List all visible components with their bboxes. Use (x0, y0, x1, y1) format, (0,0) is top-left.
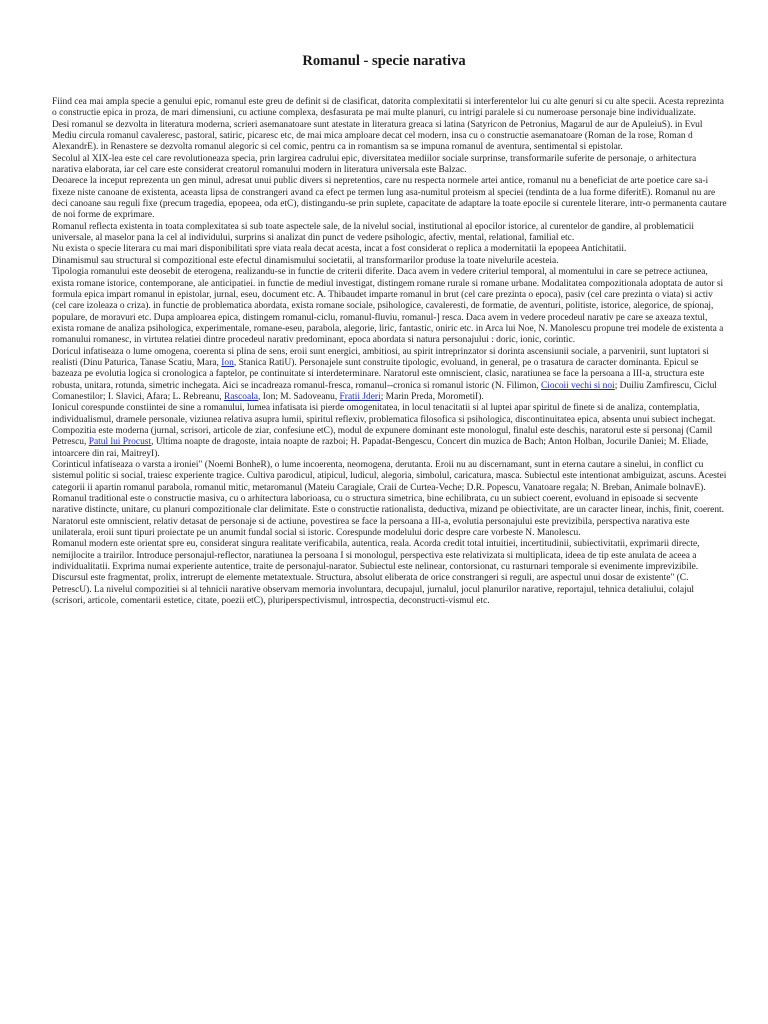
text-run: Fiind cea mai ampla specie a genului epic, romanul este greu de definit si de clasificat, datorita complexitatii si interferentelor lui cu alte genuri si cu alte specii. Acesta reprezinta o constructie epica in proza, de mari dimensiuni, cu actiune complexa, desfasurata pe mai multe planuri, cu intrigi paralele si cu numeroase personaje bine individualizate. (52, 97, 724, 119)
paragraph (52, 176, 728, 221)
inline-link[interactable]: Ion (221, 357, 234, 368)
text-run: , Ultima noapte de dragoste, intaia noapte de razboi; H. Papadat-Bengescu, Concert din muzica de Bach; Anton Holban, Jocurile Daniei; M. Eliade, intoarcere din rai, MaitreyI). (52, 437, 709, 459)
inline-link[interactable]: Patul lui Procust (88, 437, 152, 448)
paragraph (52, 222, 728, 245)
text-run: Corinticul infatiseaza o varsta a ironiei" (Noemi BonheR), o lume incoerenta, neomogena, derutanta. Eroii nu au discernamant, sunt in eterna cautare a sinelui, in conflict cu sistemul politic si social, traiesc experiente tragice. Cultiva parodicul, atipicul, ludicul, alegoria, simbolul, caricatura, masca. Subiectul este intentionat ambiguizat, ascuns. Acestei categorii ii apartin romanul parabola, romanul mitic, metaromanul (Mateiu Caragiale, Craii de Curtea-Veche; D.R. Popescu, Vanatoare regala; N. Breban, Animale bolnavE). (52, 460, 727, 493)
text-run: , Ion; M. Sadoveanu, (258, 391, 340, 402)
text-run: Deoarece la inceput reprezenta un gen minul, adresat unui public divers si nepretentios, care nu respecta normele artei antice, romanul nu a beneficiat de arte poetice care sa-i fixeze niste canoane de existenta, aceasta lipsa de constrangeri avand ca efect pe termen lung asa-numitul proteism al speciei (tendinta de a lua forme diferitE). Romanul nu are deci canoane sau reguli fixe (precum tragedia, epopeea, oda etC), distingandu-se prin suplete, capacitate de adaptare la toate epocile si curentele literare, intr-o permanenta cautare de noi forme de exprimare. (52, 176, 727, 221)
document-body (52, 97, 728, 607)
inline-link[interactable]: Fratii Jderi (339, 391, 381, 402)
text-run: Tipologia romanului este deosebit de eterogena, realizandu-se in functie de criterii diferite. Daca avem in vedere criteriul temporal, al momentului in care se petrece actiunea, exista romane istorice, contemporane, ale anticipatiei. in functie de mediul investigat, distingem romane rurale si romane urbane. Modalitatea compozitionala adoptata de autor si formula epica impart romanul in epistolar, jurnal, eseu, document etc. A. Thibaudet imparte romanul in brut (cel care prezinta o epoca), pasiv (cel care prezinta o viata) si activ (cel care izoleaza o criza). in functie de problematica abordata, exista romane sociale, psihologice, cavaleresti, de formatie, de aventuri, politiste, istorice, alegorice, de spionaj, populare, de moravuri etc. Dupa amploarea epica, distingem romanul-ciclu, romanul-fluviu, romanul-] resca. Daca avem in vedere procedeul narativ pe care se axeaza textul, exista romane de analiza psihologica, experimentale, romane-eseu, parabola, alegorie, liric, fantastic, oniric etc. in Arca lui Noe, N. Manolescu propune trei modele de existenta a romanului romanesc, in virtutea relatiei dintre procedeul narativ predominant, epoca abordata si natura personajului : doric, ionic, corintic. (52, 267, 724, 346)
paragraph (52, 347, 728, 404)
paragraph (52, 120, 728, 154)
text-run: Secolul al XIX-lea este cel care revolutioneaza specia, prin largirea cadrului epic, diversitatea mediilor sociale surprinse, transformarile suferite de personaje, o arhitectura narativa elaborata, iar cel care este considerat creatorul romanului modern in literatura universala este Balzac. (52, 153, 697, 176)
text-run: ; Marin Preda, MorometiI). (380, 391, 484, 402)
text-run: Romanul modern este orientat spre eu, considerat singura realitate verificabila, autentica, reala. Acorda credit total intuitiei, incertitudinii, subiectivitatii, exprimarii directe, nemijlocite a trairilor. Introduce personajul-reflector, naratiunea la persoana I si monologul, perspectiva este relativizata si multiplicata, ideea de tip este anulata de aceea a individualitatii. Exprima numai experiente autentice, traite de personajul-narator. Subiectul este nelinear, contorsionat, cu rasturnari temporale si evenimente imprevizibile. Discursul este fragmentat, prolix, intrerupt de elemente metatextuale. Structura, absolut eliberata de orice constrangeri si reguli, are aspectul unui dosar de existente" (C. PetrescU). La nivelul compozitiei si al tehnicii narative observam memoria involuntara, decupajul, jurnalul, jocul planurilor narative, reportajul, tehnica detaliului, colajul (scrisori, articole, comentarii estetice, citate, poezii etC), pluriperspectivismul, introspectia, deconstructi-vismul etc. (52, 539, 700, 607)
paragraph (52, 539, 728, 607)
text-run: Doricul infatiseaza o lume omogena, coerenta si plina de sens, eroii sunt energici, ambitiosi, au spirit intreprinzator si dorinta ascensiunii sociale, a parvenirii, sunt luptatori si realisti (Dinu Paturica, Tanase Scatiu, Mara, (52, 346, 709, 368)
text-run: Ionicul corespunde constiintei de sine a romanului, lumea infatisata isi pierde omogenitatea, in locul tenacitatii si al luptei apar spiritul de finete si de analiza, contemplatia, individualismul, dramele personale, viziunea relativa asupra lumii, spiritul reflexiv, problematica filosofica si psihologica, discontinuitatea epica, absenta unui subiect inchegat. Compozitia este moderna (jurnal, scrisori, articole de ziar, confesiune etC), modul de expunere dominant este monologul, finalul este deschis, naratorul este si personaj (Camil Petrescu, (52, 403, 716, 448)
paragraph (52, 267, 728, 346)
paragraph (52, 256, 728, 267)
paragraph (52, 403, 728, 460)
paragraph (52, 460, 728, 494)
paragraph (52, 154, 728, 177)
text-run: ; Duiliu Zamfirescu, Ciclul Comanestilor; I. Slavici, Afara; L. Rebreanu, (52, 380, 717, 402)
text-run: Desi romanul se dezvolta in literatura moderna, scrieri asemanatoare sunt atestate in literatura greaca si latina (Satyricon de Petronius, Magarul de aur de ApuleiuS). in Evul Mediu circula romanul cavaleresc, pastoral, satiric, picaresc etc, de mai mica amploare decat cel modern, insa cu o constructie asemanatoare (Roman de la rose, Roman d AlexandrE). in Renastere se dezvolta romanul alegoric si cel comic, pentru ca in romantism sa se impuna romanul de aventura, sentimental si epistolar. (52, 119, 703, 153)
paragraph (52, 494, 728, 539)
text-run: Romanul reflecta existenta in toata complexitatea si sub toate aspectele sale, de la nivelul social, institutional al epocilor istorice, al curentelor de gandire, al problematicii universale, al maselor pana la cel al individului, surprins si analizat din punct de vedere psihologic, afectiv, mental, relational, familial etc. (52, 221, 695, 244)
text-run: , Stanica RatiU). Personajele sunt construite tipologic, evoluand, in general, pe o trasatura de caracter dominanta. Epicul se bazeaza pe evolutia logica si cronologica a faptelor, pe continuitate si interdeterminare. Naratorul este omniscient, clasic, naratiunea se face la persoana a III-a, structura este robusta, unitara, rotunda, simetric inchegata. Aici se incadreaza romanul-fresca, romanul--cronica si romanul istoric (N. Filimon, (52, 357, 705, 391)
text-run: Nu exista o specie literara cu mai mari disponibilitati spre viata reala decat acesta, incat a fost considerat o replica a modernitatii la epopeea Antichitatii. (52, 244, 627, 255)
text-run: Romanul traditional este o constructie masiva, cu o arhitectura laborioasa, cu o structura simetrica, bine echilibrata, cu un subiect coerent, evoluand in episoade si secvente narative distincte, unitare, cu planuri compozitionale clar delimitate. Este o constructie rationalista, deductiva, mizand pe obiectivitate, are un caracter linear, inchis, finit, coerent. Naratorul este omniscient, relativ detasat de personaje si de actiune, povestirea se face la persoana a III-a, evolutia personajului este previzibila, perspectiva narativa este unilaterala, eroii sunt tipuri proiectate pe un anumit fundal social si istoric. Corespunde modelului doric despre care vorbeste N. Manolescu. (52, 494, 725, 539)
paragraph (52, 97, 728, 120)
page-title: Romanul - specie narativa (302, 53, 466, 69)
text-run: Dinamismul sau structural si compozitional este efectul dinamismului societatii, al transformarilor produse la toate nivelurile acesteia. (52, 255, 559, 266)
inline-link[interactable]: Rascoala (223, 391, 259, 402)
inline-link[interactable]: Ciocoii vechi si noi (541, 380, 615, 391)
paragraph (52, 244, 728, 255)
